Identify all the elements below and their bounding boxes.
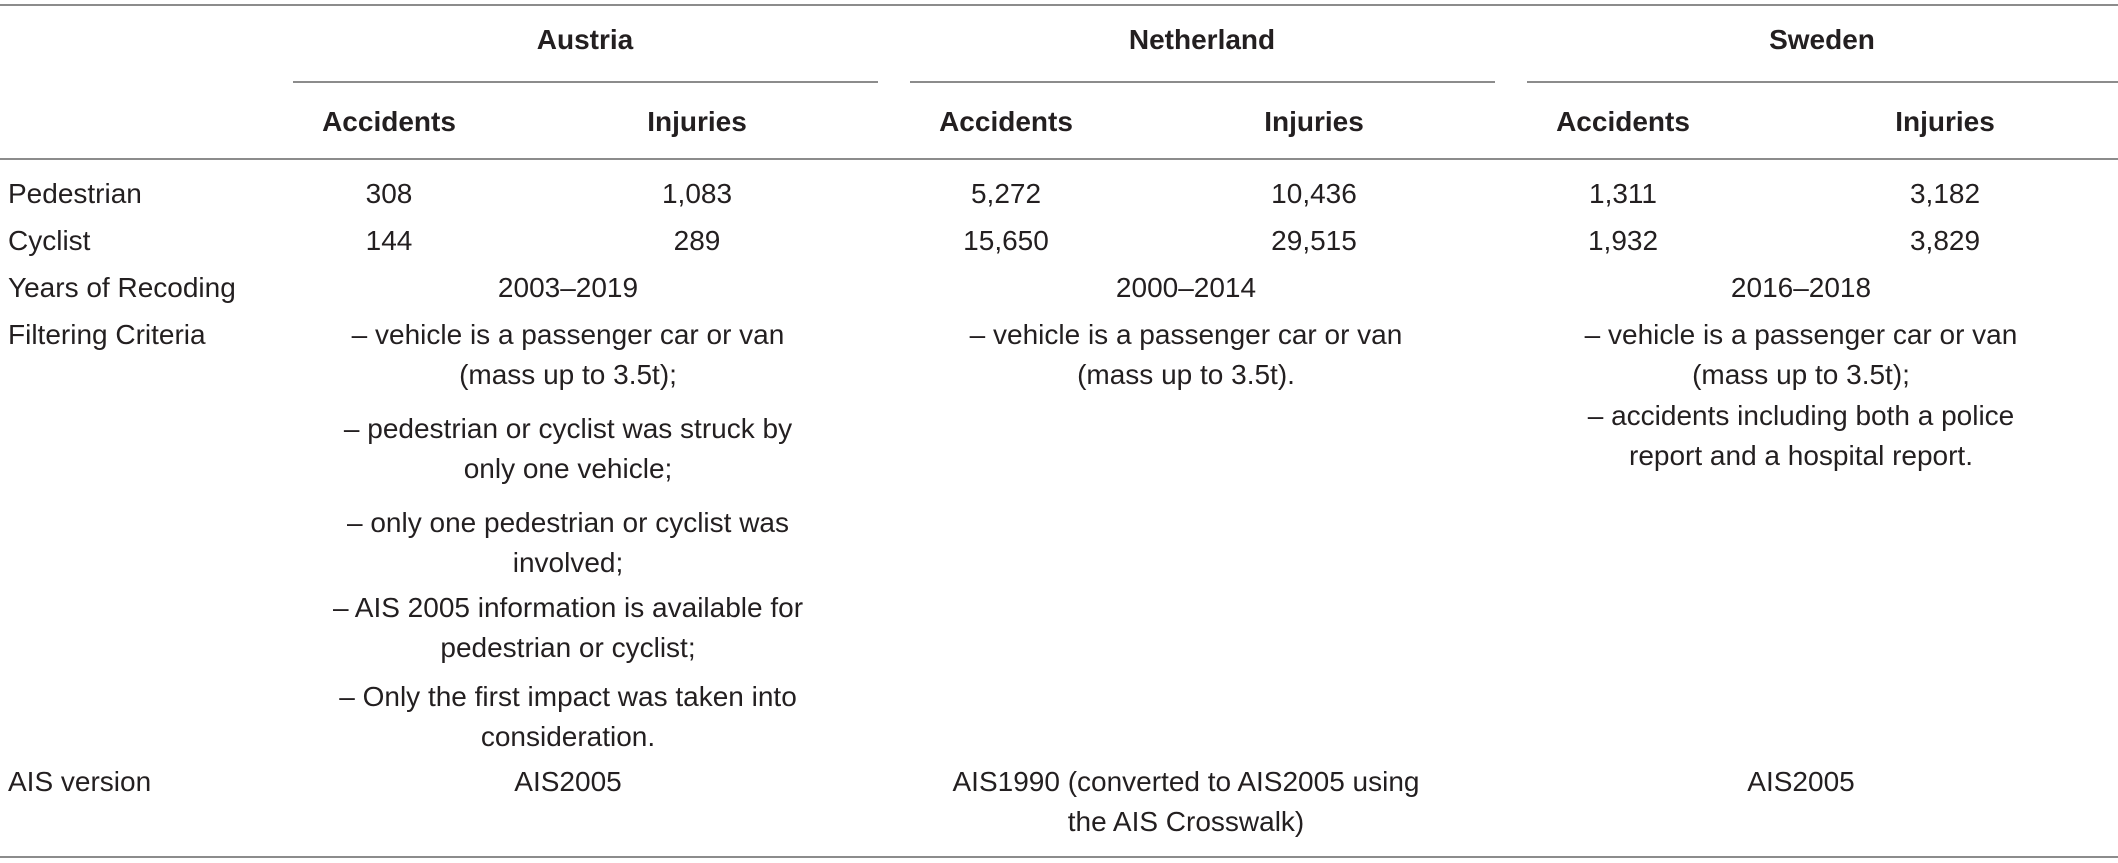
subheader-austria-injuries: Injuries [647,106,747,137]
criterion-line: (mass up to 3.5t); [459,359,677,390]
cell-years-sweden: 2016–2018 [1730,272,1872,303]
cell-pedestrian-sweden-accidents: 1,311 [1589,178,1657,209]
cell-cyclist-sweden-injuries: 3,829 [1909,225,1981,256]
subheader-netherland-injuries: Injuries [1264,106,1364,137]
cell-cyclist-netherland-accidents: 15,650 [963,225,1049,256]
ais-line: the AIS Crosswalk) [1067,806,1305,837]
cell-cyclist-netherland-injuries: 29,515 [1271,225,1357,256]
row-label-filtering: Filtering Criteria [8,319,206,350]
ais-line: AIS1990 (converted to AIS2005 using [952,766,1420,797]
criterion-line: – vehicle is a passenger car or van [1584,319,2018,350]
cell-ais-netherland [953,762,1420,842]
cell-pedestrian-netherland-accidents: 5,272 [970,178,1042,209]
row-label-ais: AIS version [8,766,152,797]
criterion-line: involved; [512,547,624,578]
row-label-years: Years of Recoding [8,272,236,303]
cell-ais-austria [514,762,621,802]
criterion-line: – accidents including both a police [1587,400,2015,431]
cell-pedestrian-sweden-injuries: 3,182 [1909,178,1981,209]
criterion-line: (mass up to 3.5t). [1077,359,1295,390]
row-label-pedestrian: Pedestrian [8,178,142,209]
group-header-netherland: Netherland [1128,24,1276,55]
group-rule-netherland [910,81,1495,83]
criterion-sweden-1 [1585,315,2018,395]
criterion-austria-1 [352,315,785,395]
cell-cyclist-austria-injuries: 289 [673,225,721,256]
cell-cyclist-sweden-accidents: 1,932 [1587,225,1659,256]
criterion-austria-4 [333,588,803,668]
cell-ais-sweden [1747,762,1854,802]
criterion-line: – AIS 2005 information is available for [332,592,804,623]
subheader-netherland-accidents: Accidents [939,106,1073,137]
criterion-line: – vehicle is a passenger car or van [969,319,1403,350]
group-header-austria: Austria [536,24,634,55]
cell-pedestrian-austria-injuries: 1,083 [661,178,733,209]
criterion-line: – Only the first impact was taken into [339,681,797,712]
criterion-line: only one vehicle; [463,453,673,484]
criterion-austria-2 [344,409,792,489]
criterion-line: – vehicle is a passenger car or van [351,319,785,350]
ais-line: AIS2005 [514,766,622,797]
subheader-sweden-accidents: Accidents [1556,106,1690,137]
group-header-sweden: Sweden [1769,24,1875,55]
cell-cyclist-austria-accidents: 144 [365,225,413,256]
criterion-line: pedestrian or cyclist; [440,632,696,663]
criterion-sweden-2 [1588,396,2015,476]
ais-line: AIS2005 [1747,766,1855,797]
criterion-line: consideration. [480,721,656,752]
group-rule-sweden [1527,81,2118,83]
header-bottom-rule [0,158,2118,160]
criterion-line: report and a hospital report. [1629,440,1973,471]
cell-pedestrian-austria-accidents: 308 [365,178,413,209]
cell-pedestrian-netherland-injuries: 10,436 [1271,178,1357,209]
group-rule-austria [293,81,878,83]
cell-years-austria: 2003–2019 [497,272,639,303]
criterion-line: – only one pedestrian or cyclist was [347,507,789,538]
criterion-line: (mass up to 3.5t); [1692,359,1910,390]
subheader-sweden-injuries: Injuries [1895,106,1995,137]
table-bottom-rule [0,856,2118,858]
criterion-austria-5 [339,677,797,757]
criterion-line: – pedestrian or cyclist was struck by [343,413,793,444]
subheader-austria-accidents: Accidents [322,106,456,137]
criterion-netherland-1 [970,315,1403,395]
table-top-rule [0,4,2118,6]
cell-years-netherland: 2000–2014 [1115,272,1257,303]
criterion-austria-3 [347,503,789,583]
row-label-cyclist: Cyclist [8,225,91,256]
